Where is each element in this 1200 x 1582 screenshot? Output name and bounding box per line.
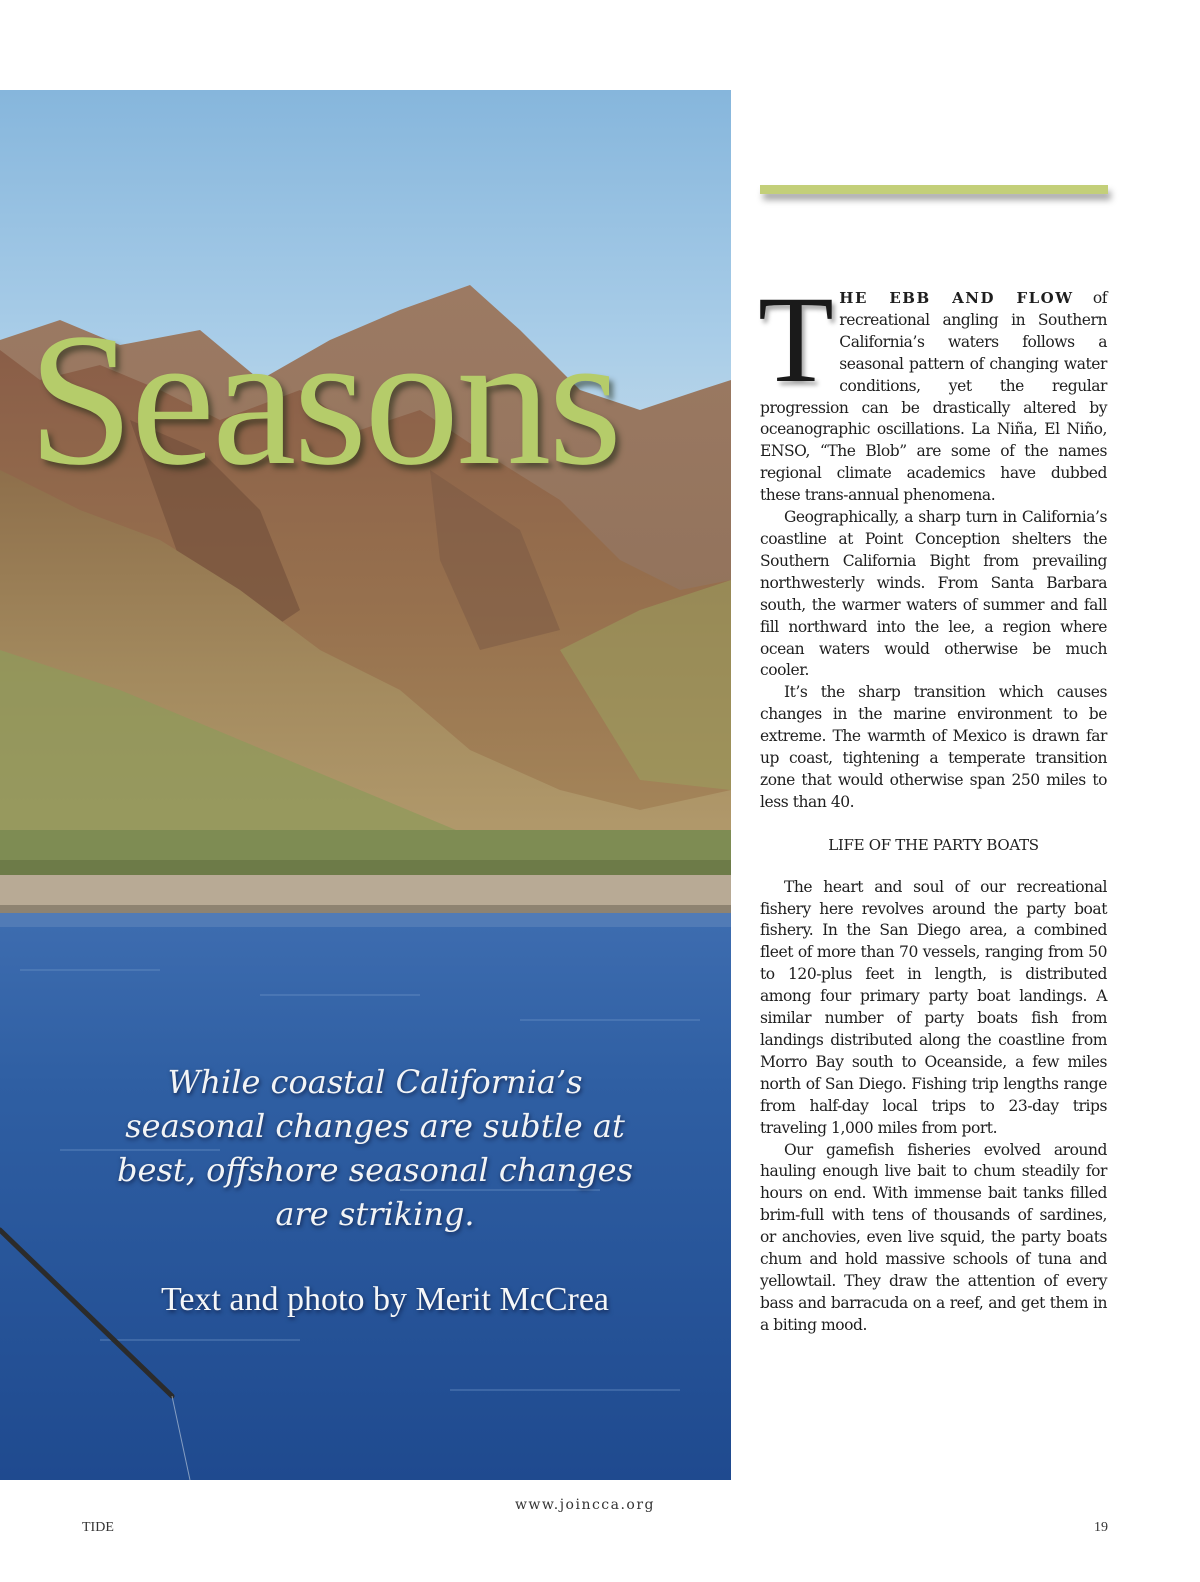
article-body [758, 271, 1107, 1337]
byline: Text and photo by Merit McCrea [160, 1281, 609, 1318]
page-number: 19 [1094, 1520, 1108, 1535]
section-subhead: LIFE OF THE PARTY BOATS [828, 835, 1039, 854]
decorative-rule-bar [760, 185, 1108, 194]
paragraph-4: The heart and soul of our recreational fishery here revolves around the party boat fishery. In the San Diego area, a combined fleet of more than 70 vessels, ranging from 50 to 120-plus feet in length, is distributed among four primary party boat landings. A similar number of party boats fish from landings distributed along the coastline from Morro Bay south to Oceanside, a few miles north of San Diego. Fishing trip lengths range from half-day local trips to 23-day trips traveling 1,000 miles from port. [760, 877, 1107, 1137]
paragraph-3: It’s the sharp transition which causes changes in the marine environment to be extreme. The warmth of Mexico is drawn far up coast, tightening a temperate transition zone that would otherwise span 250 miles to less than 40. [760, 683, 1107, 811]
drop-cap: T [758, 271, 834, 408]
paragraph-2: Geographically, a sharp turn in California’s coastline at Point Conception shelters the Southern California Bight from prevailing northwesterly winds. From Santa Barbara south, the warmer waters of summer and fall fill northward into the lee, a region where ocean waters would otherwise be much cooler. [760, 508, 1107, 680]
paragraph-5: Our gamefish fisheries evolved around hauling enough live bait to chum steadily for hours on end. With immense bait tanks filled brim-full with tens of thousands of sardines, or anchovies, even live squid, the party boats chum and hold massive schools of tuna and yellowtail. They draw the attention of every bass and barracuda on a reef, and get them in a biting mood. [760, 1140, 1107, 1334]
cover-photo [0, 90, 731, 1480]
footer-publication-name: TIDE [82, 1520, 114, 1535]
pullquote: While coastal California’s seasonal changes are subtle at best, offshore seasonal changes are striking. [117, 1063, 633, 1233]
footer-website-link[interactable]: www.joincca.org [514, 1497, 656, 1513]
lead-in-caps: HE EBB AND FLOW [839, 289, 1074, 307]
article-title: Seasons [28, 295, 620, 505]
paragraph-1-text: of recreational angling in Southern California’s waters follows a seasonal pattern of changing water conditions, yet the regular progression can be drastically altered by oceanographic oscillations. La Niña, El Niño, ENSO, “The Blob” are some of the names regional climate academics have dubbed these trans-annual phenomena. [760, 289, 1107, 505]
paragraph-1 [758, 271, 1107, 507]
